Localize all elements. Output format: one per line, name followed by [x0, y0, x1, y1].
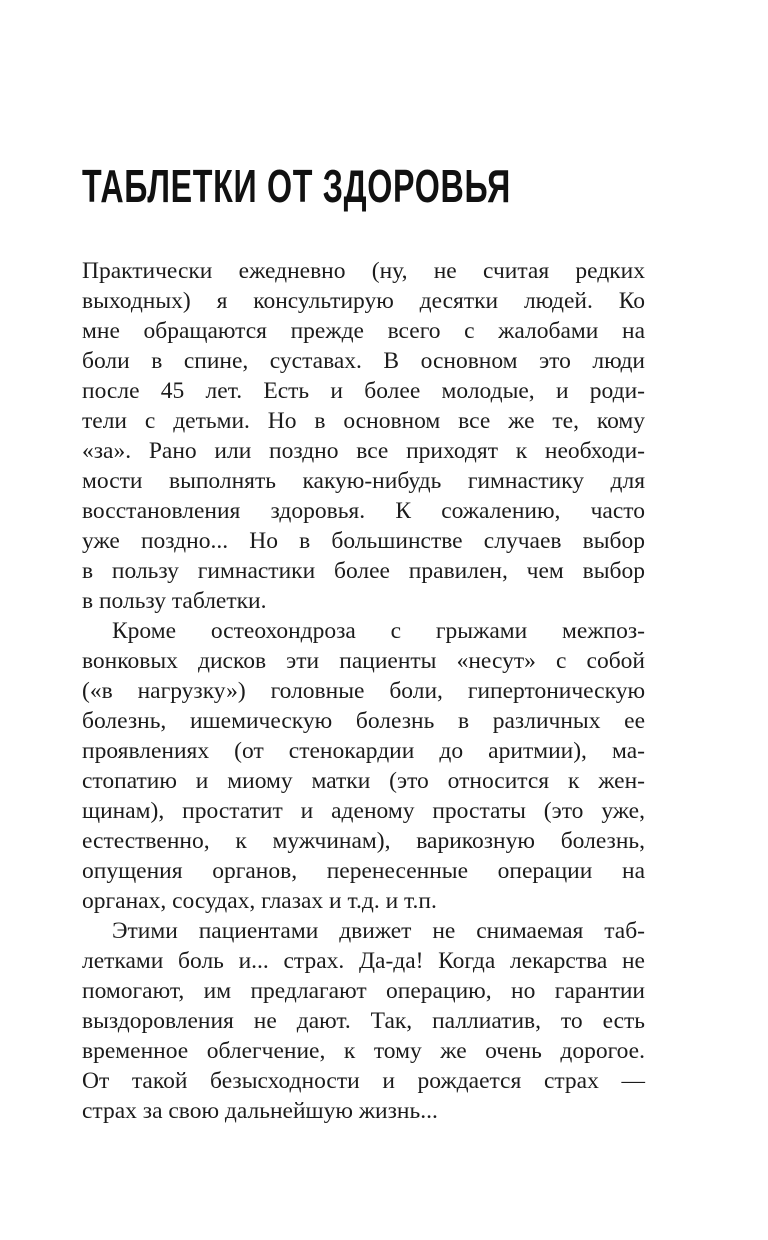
- chapter-title-text: ТАБЛЕТКИ ОТ ЗДОРОВЬЯ: [82, 160, 511, 212]
- text-line: «за». Рано или поздно все приходят к необходи-: [82, 438, 645, 464]
- text-line: выздоровления не дают. Так, паллиатив, то есть: [82, 1008, 645, 1034]
- text-line: боли в спине, суставах. В основном это люди: [82, 348, 645, 374]
- paragraph: [82, 616, 645, 916]
- text-line: Кроме остеохондроза с грыжами межпоз-: [112, 618, 645, 644]
- paragraph: [82, 256, 645, 616]
- text-line: опущения органов, перенесенные операции на: [82, 858, 645, 884]
- text-line: стопатию и миому матки (это относится к жен-: [82, 768, 645, 794]
- text-line: помогают, им предлагают операцию, но гарантии: [82, 978, 645, 1004]
- text-line: Практически ежедневно (ну, не считая редких: [82, 258, 645, 284]
- text-line: временное облегчение, к тому же очень дорогое.: [82, 1038, 645, 1064]
- text-line: щинам), простатит и аденому простаты (это уже,: [82, 798, 645, 824]
- text-line: тели с детьми. Но в основном все же те, кому: [82, 408, 645, 434]
- text-line: Этими пациентами движет не снимаемая таб-: [112, 918, 645, 944]
- body-text: [82, 256, 645, 1126]
- chapter-title: [82, 160, 645, 212]
- text-line: выходных) я консультирую десятки людей. Ко: [82, 288, 645, 314]
- text-line: От такой безысходности и рождается страх —: [82, 1068, 645, 1094]
- text-line: органах, сосудах, глазах и т.д. и т.п.: [82, 888, 437, 914]
- text-line: страх за свою дальнейшую жизнь...: [82, 1098, 438, 1124]
- text-line: мости выполнять какую-нибудь гимнастику для: [82, 468, 645, 494]
- text-line: («в нагрузку») головные боли, гипертоническую: [82, 678, 645, 704]
- text-line: мне обращаются прежде всего с жалобами на: [82, 318, 645, 344]
- text-line: в пользу гимнастики более правилен, чем выбор: [82, 558, 645, 584]
- text-line: болезнь, ишемическую болезнь в различных ее: [82, 708, 645, 734]
- text-line: в пользу таблетки.: [82, 588, 267, 614]
- text-line: естественно, к мужчинам), варикозную болезнь,: [82, 828, 645, 854]
- text-line: уже поздно... Но в большинстве случаев выбор: [82, 528, 645, 554]
- text-line: вонковых дисков эти пациенты «несут» с собой: [82, 648, 645, 674]
- text-line: после 45 лет. Есть и более молодые, и роди-: [82, 378, 645, 404]
- paragraph: [82, 916, 645, 1126]
- text-line: летками боль и... страх. Да-да! Когда лекарства не: [82, 948, 645, 974]
- text-line: проявлениях (от стенокардии до аритмии), ма-: [82, 738, 645, 764]
- text-line: восстановления здоровья. К сожалению, часто: [82, 498, 645, 524]
